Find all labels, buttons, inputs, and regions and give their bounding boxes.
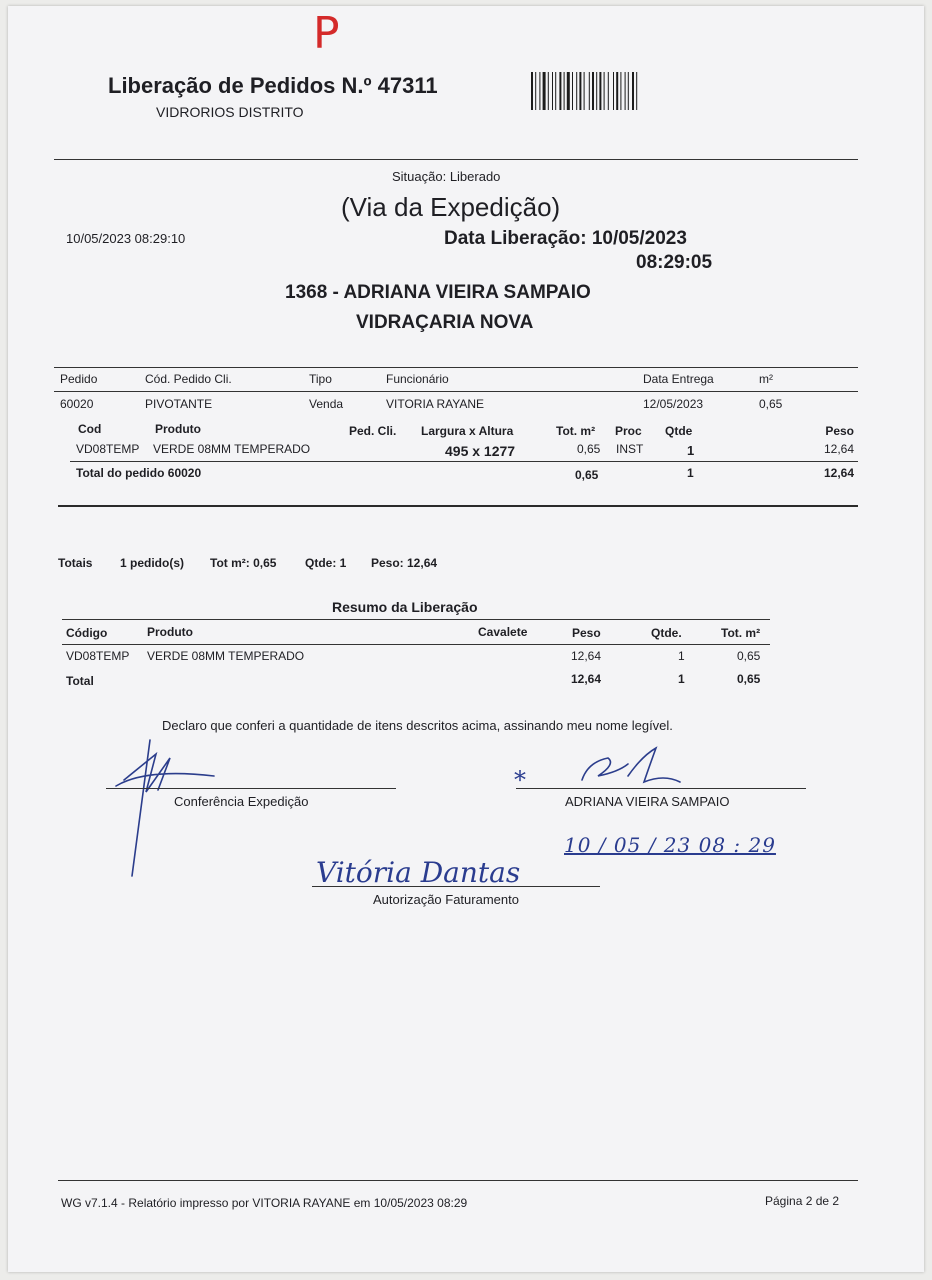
company-name: VIDRORIOS DISTRITO bbox=[156, 104, 304, 120]
order-total-line bbox=[70, 461, 858, 462]
order-tipo: Venda bbox=[309, 397, 344, 411]
document-title: Liberação de Pedidos N.º 47311 bbox=[108, 73, 438, 98]
print-datetime: 10/05/2023 08:29:10 bbox=[66, 231, 186, 246]
item-produto: VERDE 08MM TEMPERADO bbox=[153, 442, 311, 456]
item-tot-m2: 0,65 bbox=[577, 442, 601, 456]
release-time: 08:29:05 bbox=[636, 252, 713, 273]
summary-header-produto: Produto bbox=[147, 625, 193, 639]
col-header-cod-pedido-cli: Cód. Pedido Cli. bbox=[145, 372, 232, 386]
signature-label-autorizacao: Autorização Faturamento bbox=[373, 892, 519, 907]
item-qtde: 1 bbox=[687, 443, 695, 458]
item-header-largura-altura: Largura x Altura bbox=[421, 424, 514, 438]
summary-header-peso: Peso bbox=[572, 626, 601, 640]
summary-header-tot-m2: Tot. m² bbox=[721, 626, 761, 640]
summary-qtde: 1 bbox=[678, 649, 685, 663]
footer-print-info: WG v7.1.4 - Relatório impresso por VITORIA RAYANE em 10/05/2023 08:29 bbox=[61, 1196, 468, 1210]
summary-codigo: VD08TEMP bbox=[66, 649, 130, 663]
summary-total-label: Total bbox=[66, 674, 94, 688]
status-text: Situação: Liberado bbox=[392, 169, 501, 184]
release-date: Data Liberação: 10/05/2023 bbox=[444, 228, 687, 249]
item-header-proc: Proc bbox=[615, 424, 642, 438]
item-header-qtde: Qtde bbox=[665, 424, 693, 438]
via-title: (Via da Expedição) bbox=[341, 192, 561, 222]
page-number: Página 2 de 2 bbox=[765, 1194, 840, 1208]
summary-top-line bbox=[62, 619, 770, 620]
col-header-m2: m² bbox=[759, 372, 773, 386]
handwritten-date: 10 / 05 / 23 08 : 29 bbox=[564, 833, 776, 857]
col-header-tipo: Tipo bbox=[309, 372, 332, 386]
document-page bbox=[8, 6, 924, 1272]
order-total-peso: 12,64 bbox=[823, 466, 854, 480]
asterisk-mark: * bbox=[514, 766, 526, 794]
summary-title: Resumo da Liberação bbox=[332, 599, 478, 615]
client-company: VIDRAÇARIA NOVA bbox=[356, 312, 534, 333]
order-total-label: Total do pedido 60020 bbox=[76, 466, 202, 480]
summary-tot-m2: 0,65 bbox=[737, 649, 761, 663]
col-header-funcionario: Funcionário bbox=[386, 372, 449, 386]
totals-peso: Peso: 12,64 bbox=[371, 556, 438, 570]
summary-total-qtde: 1 bbox=[678, 672, 685, 686]
totals-tot-m2: Tot m²: 0,65 bbox=[210, 556, 277, 570]
signature-label-conferencia: Conferência Expedição bbox=[174, 794, 309, 809]
order-table-top-line bbox=[54, 367, 858, 368]
order-funcionario: VITORIA RAYANE bbox=[386, 397, 485, 411]
signature-label-cliente: ADRIANA VIEIRA SAMPAIO bbox=[565, 794, 730, 809]
signature-autorizacao-name: Vitória Dantas bbox=[316, 856, 521, 889]
order-table-bottom-line bbox=[58, 505, 858, 507]
order-cod-cli: PIVOTANTE bbox=[145, 397, 213, 411]
order-total-tot-m2: 0,65 bbox=[575, 468, 599, 482]
summary-peso: 12,64 bbox=[571, 649, 602, 663]
summary-produto: VERDE 08MM TEMPERADO bbox=[147, 649, 305, 663]
item-dimensoes: 495 x 1277 bbox=[445, 443, 516, 459]
totals-qtde: Qtde: 1 bbox=[305, 556, 347, 570]
item-header-cod: Cod bbox=[78, 422, 102, 436]
signature-line-cliente bbox=[516, 788, 806, 789]
signature-line-conferencia bbox=[106, 788, 396, 789]
summary-header-line bbox=[62, 644, 770, 645]
order-header-line bbox=[54, 391, 858, 392]
header-divider bbox=[54, 159, 858, 160]
summary-header-qtde: Qtde. bbox=[651, 626, 682, 640]
item-cod: VD08TEMP bbox=[76, 442, 140, 456]
order-data-entrega: 12/05/2023 bbox=[643, 397, 704, 411]
col-header-pedido: Pedido bbox=[60, 372, 98, 386]
order-pedido: 60020 bbox=[60, 397, 94, 411]
order-m2: 0,65 bbox=[759, 397, 783, 411]
item-proc: INST bbox=[616, 442, 644, 456]
summary-header-cavalete: Cavalete bbox=[478, 625, 528, 639]
footer-line bbox=[58, 1180, 858, 1181]
item-header-ped-cli: Ped. Cli. bbox=[349, 424, 397, 438]
barcode bbox=[531, 72, 673, 110]
handwritten-mark: P bbox=[313, 8, 340, 59]
signature-scribble-cliente bbox=[568, 742, 688, 792]
item-peso: 12,64 bbox=[823, 442, 854, 456]
totals-label: Totais bbox=[58, 556, 93, 570]
declaration-text: Declaro que conferi a quantidade de itens descritos acima, assinando meu nome legível. bbox=[162, 718, 673, 733]
item-header-tot-m2: Tot. m² bbox=[556, 424, 596, 438]
order-total-qtde: 1 bbox=[687, 466, 694, 480]
summary-header-codigo: Código bbox=[66, 626, 108, 640]
item-header-peso: Peso bbox=[825, 424, 854, 438]
summary-total-peso: 12,64 bbox=[571, 672, 602, 686]
item-header-produto: Produto bbox=[155, 422, 201, 436]
signature-line-autorizacao bbox=[312, 886, 600, 887]
col-header-data-entrega: Data Entrega bbox=[643, 372, 714, 386]
totals-pedidos: 1 pedido(s) bbox=[120, 556, 185, 570]
client-name: 1368 - ADRIANA VIEIRA SAMPAIO bbox=[285, 282, 591, 303]
summary-total-tot-m2: 0,65 bbox=[737, 672, 761, 686]
